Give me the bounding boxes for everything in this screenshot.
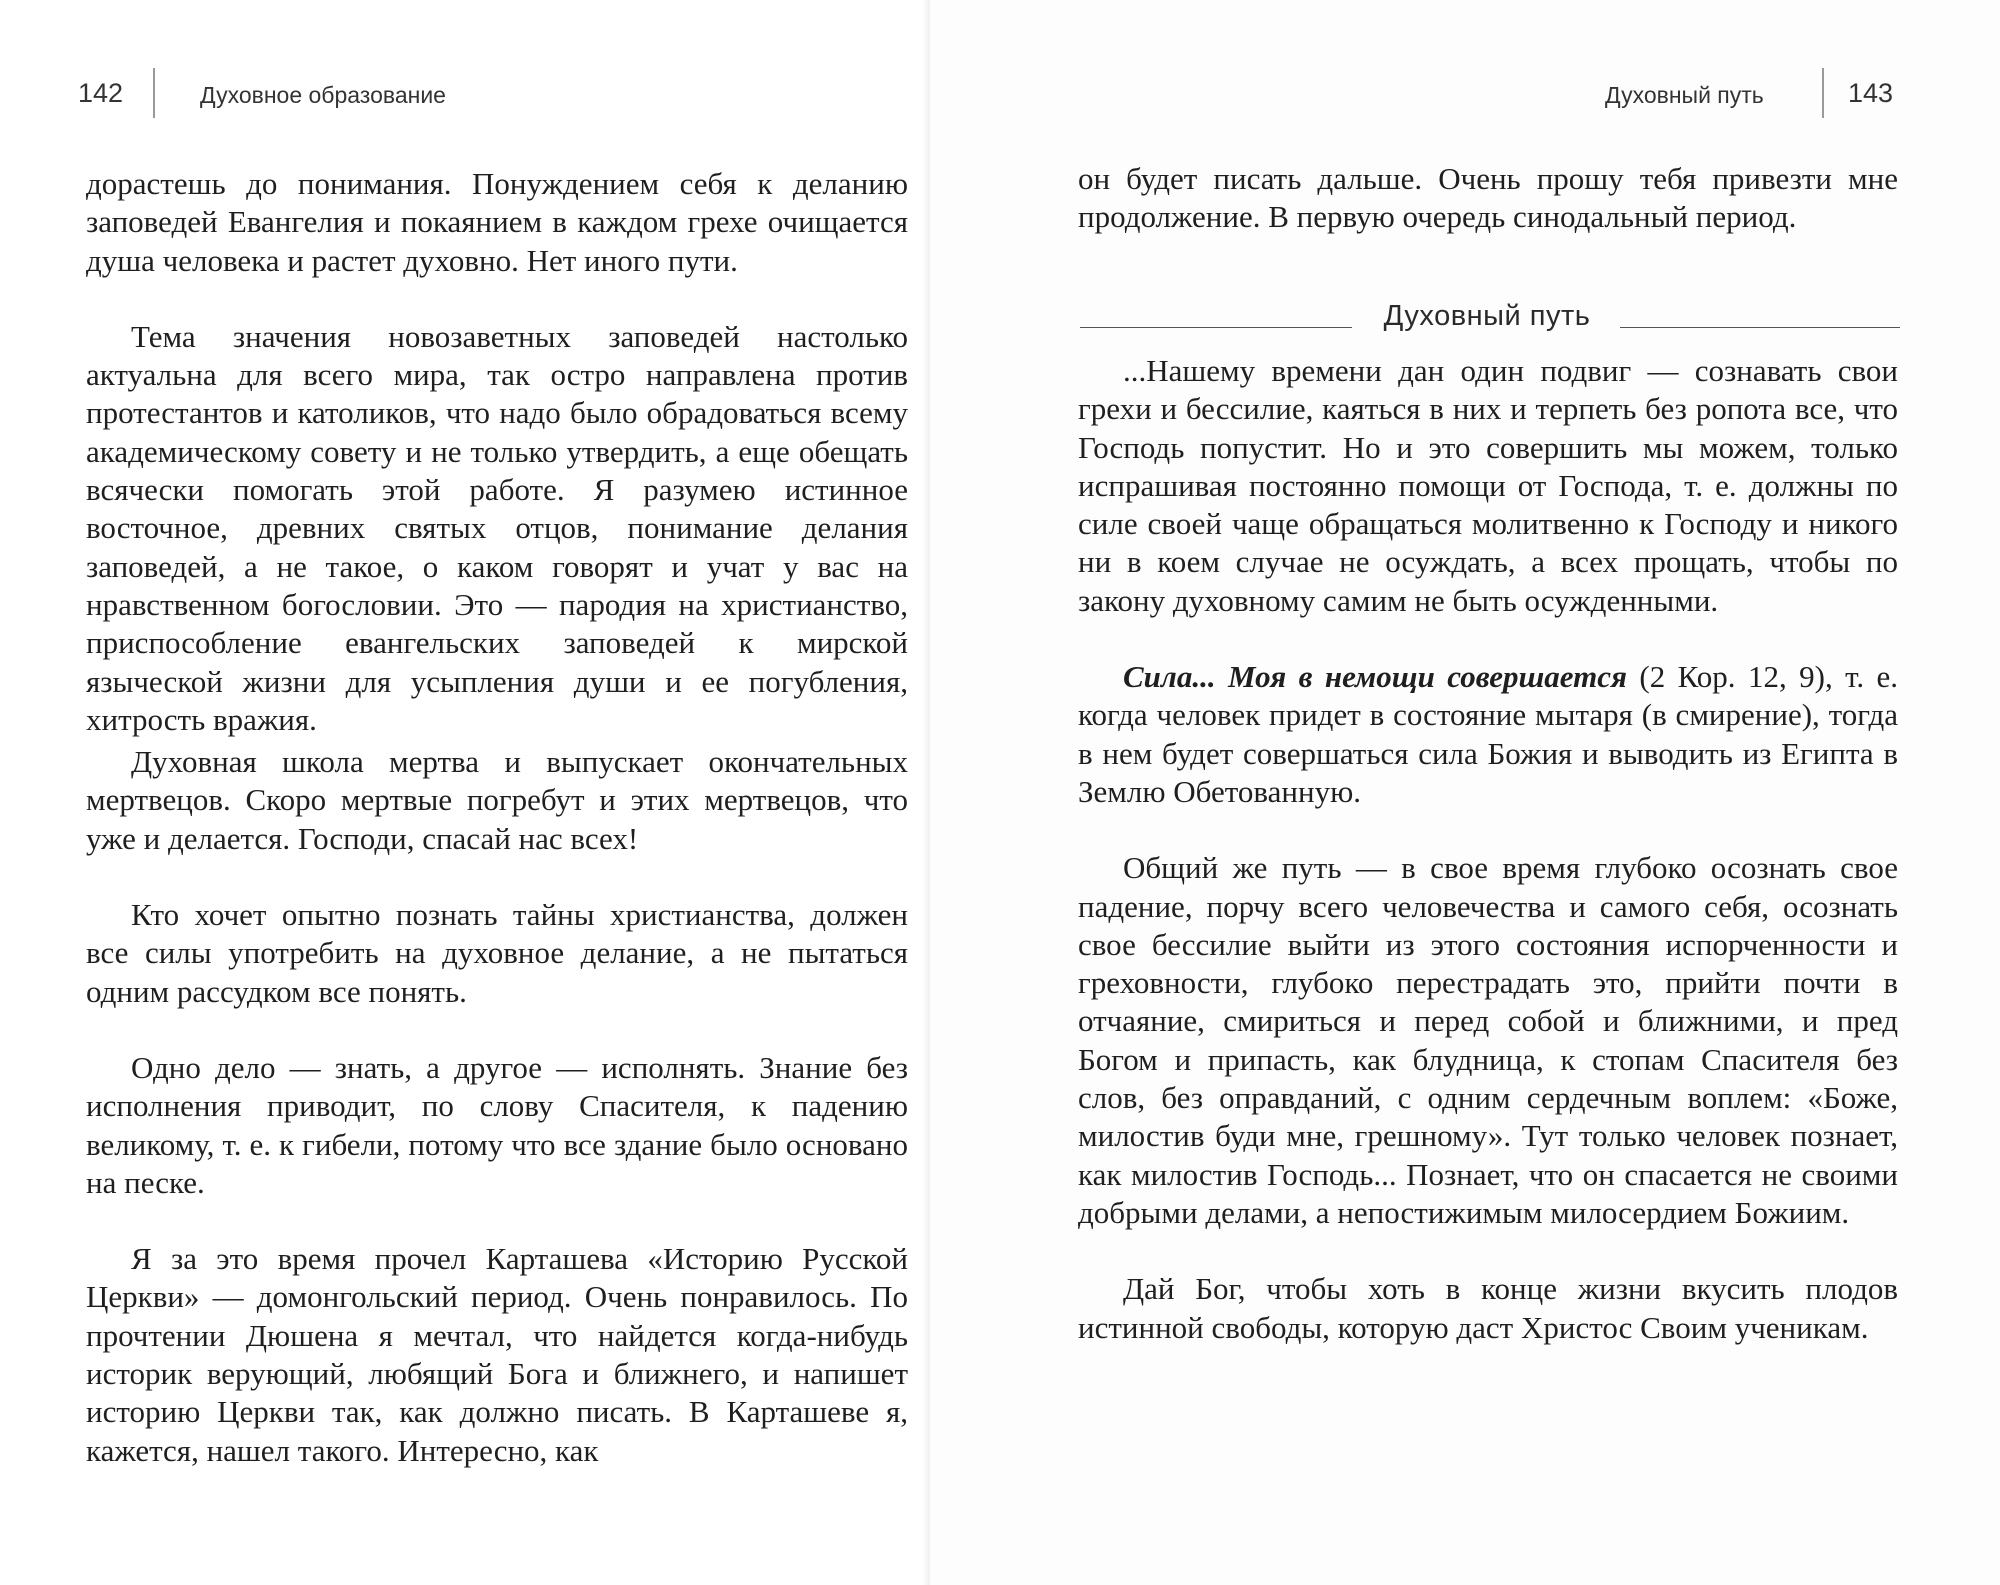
section-rule-left: [1080, 327, 1352, 328]
left-paragraph-6: Я за это время прочел Карташева «Историю Русской Церкви» — домонгольский период. Очень понравилось. По прочтении Дюшена я мечтал, что найдется когда-нибудь историк верующий, любящий Бога и ближнего, и напишет историю Церкви так, как должно писать. В Карташеве я, кажется, нашел такого. Интересно, как: [86, 1241, 908, 1468]
right-paragraph-2: [1078, 658, 1898, 811]
right-header-divider: [1822, 68, 1824, 118]
right-running-header: Духовный путь: [1605, 82, 1764, 108]
right-continuation-text: [1078, 160, 1898, 237]
left-header-divider: [153, 68, 155, 118]
left-paragraph-1: дорастешь до понимания. Понуждением себя к деланию заповедей Евангелия и покаянием в каждом грехе очищается душа человека и растет духовно. Нет иного пути.: [86, 166, 908, 278]
right-page-number: 143: [1848, 78, 1894, 108]
left-paragraph-3: Духовная школа мертва и выпускает окончательных мертвецов. Скоро мертвые погребут и этих мертвецов, что уже и делается. Господи, спасай нас всех!: [86, 744, 908, 856]
left-running-header: Духовное образование: [200, 82, 446, 108]
section-rule-right: [1620, 327, 1900, 328]
scripture-quote: Сила... Моя в немощи совершается: [1123, 659, 1627, 695]
section-heading: [1080, 300, 1900, 340]
left-paragraph-5: Одно дело — знать, а другое — исполнять. Знание без исполнения приводит, по слову Спасителя, к падению великому, т. е. к гибели, потому что все здание было основано на песке.: [86, 1049, 908, 1200]
left-page-number: 142: [78, 78, 124, 108]
left-body-text: [86, 165, 908, 1470]
right-paragraph-4: Дай Бог, чтобы хоть в конце жизни вкусить плодов истинной свободы, которую даст Христос Своим ученикам.: [1078, 1271, 1898, 1345]
scripture-reference: (2 Кор. 12, 9),: [1639, 659, 1833, 695]
right-paragraph-2-text: т. е. когда человек придет в состояние мытаря (в смирение), тогда в нем будет совершаться сила Божия и выводить из Египта в Землю Обетованную.: [1078, 659, 1899, 809]
left-paragraph-2: Тема значения новозаветных заповедей настолько актуальна для всего мира, так остро направлена против протестантов и католиков, что надо было обрадоваться всему академическому совету и не только утвердить, а еще обещать всячески помогать этой работе. Я разумею истинное восточное, древних святых отцов, понимание делания заповедей, а не такое, о каком говорят и учат у вас на нравственном богословии. Это — пародия на христианство, приспособление евангельских заповедей к мирской языческой жизни для усыпления души и ее погубления, хитрость вражия.: [86, 318, 908, 737]
left-paragraph-4: Кто хочет опытно познать тайны христианства, должен все силы употребить на духовное делание, а не пытаться одним рассудком все понять.: [86, 897, 908, 1009]
right-paragraph-3: Общий же путь — в свое время глубоко осознать свое падение, порчу всего человечества и самого себя, осознать свое бессилие выйти из этого состояния испорченности и греховности, глубоко перестрадать это, прийти почти в отчаяние, смириться и перед собой и ближними, и пред Богом и припасть, как блудница, к стопам Спасителя без слов, без оправданий, с одним сердечным воплем: «Боже, милостив буди мне, грешному». Тут только человек познает, как милостив Господь... Познает, что он спасается не своими добрыми делами, а непостижимым милосердием Божиим.: [1078, 850, 1898, 1230]
right-paragraph-1: ...Нашему времени дан один подвиг — сознавать свои грехи и бессилие, каяться в них и терпеть без ропота все, что Господь попустит. Но и это совершить мы можем, только испрашивая постоянно помощи от Господа, т. е. должны по силе своей чаще обращаться молитвенно к Господу и никого ни в коем случае не осуждать, а всех прощать, чтобы по закону духовному самим не быть осужденными.: [1078, 353, 1898, 618]
right-continuation-paragraph: он будет писать дальше. Очень прошу тебя привезти мне продолжение. В первую очередь синодальный период.: [1078, 161, 1898, 235]
right-body-text: [1078, 352, 1898, 1347]
section-title: Духовный путь: [1383, 300, 1591, 332]
left-page: [0, 0, 930, 1585]
